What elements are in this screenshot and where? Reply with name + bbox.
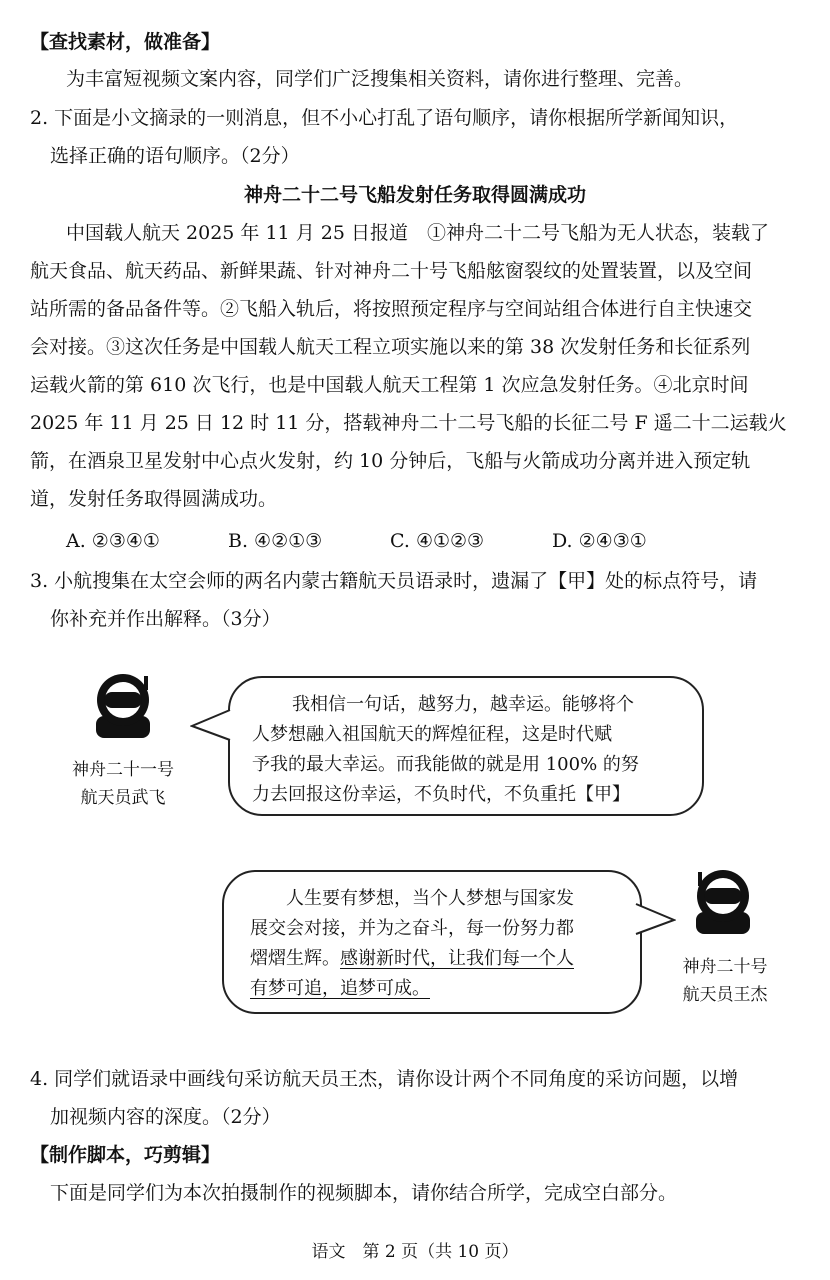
news-line: 2025 年 11 月 25 日 12 时 11 分，搭载神舟二十二号飞船的长征二号 F 遥二十二运载火 [30, 412, 787, 434]
option-a: A. ②③④① [66, 530, 160, 552]
news-line: 会对接。③这次任务是中国载人航天工程立项实施以来的第 38 次发射任务和长征系列 [30, 336, 751, 358]
astronaut-2-mission: 神舟二十号 [682, 957, 768, 977]
underlined-sentence: 有梦可追，追梦可成。 [250, 978, 430, 999]
section-intro: 为丰富短视频文案内容，同学们广泛搜集相关资料，请你进行整理、完善。 [66, 68, 694, 90]
quote-segment: 熠熠生辉。 [250, 948, 340, 969]
news-line: 航天食品、航天药品、新鲜果蔬、针对神舟二十号飞船舷窗裂纹的处置装置，以及空间 [30, 260, 753, 282]
quote-line: 人梦想融入祖国航天的辉煌征程，这是时代赋 [252, 724, 612, 745]
section-intro: 下面是同学们为本次拍摄制作的视频脚本，请你结合所学，完成空白部分。 [50, 1182, 678, 1204]
option-b: B. ④②①③ [228, 530, 323, 552]
option-c: C. ④①②③ [390, 530, 485, 552]
quote-line: 力去回报这份幸运，不负时代，不负重托【甲】 [252, 784, 630, 805]
astronaut-1-name: 航天员武飞 [80, 788, 166, 808]
section-title-materials: 【查找素材，做准备】 [30, 31, 221, 53]
astronaut-icon [690, 866, 756, 936]
news-line: 中国载人航天 2025 年 11 月 25 日报道 ①神舟二十二号飞船为无人状态，装载了 [66, 222, 769, 244]
news-title: 神舟二十二号飞船发射任务取得圆满成功 [243, 184, 586, 206]
question-4-line2: 加视频内容的深度。（2分） [50, 1106, 281, 1128]
news-line: 运载火箭的第 610 次飞行，也是中国载人航天工程第 1 次应急发射任务。④北京时间 [30, 374, 749, 396]
news-line: 箭，在酒泉卫星发射中心点火发射，约 10 分钟后，飞船与火箭成功分离并进入预定轨 [30, 450, 751, 472]
quote-line [250, 944, 574, 974]
astronaut-1-mission: 神舟二十一号 [72, 760, 174, 780]
news-line: 站所需的备品备件等。②飞船入轨后，将按照预定程序与空间站组合体进行自主快速交 [30, 298, 753, 320]
astronaut-icon [90, 670, 156, 740]
question-2-line1: 2. 下面是小文摘录的一则消息，但不小心打乱了语句顺序，请你根据所学新闻知识， [30, 107, 739, 129]
quote-line: 我相信一句话，越努力，越幸运。能够将个 [292, 694, 634, 715]
page-footer: 语文 第 2 页（共 10 页） [311, 1242, 519, 1262]
question-3-line1: 3. 小航搜集在太空会师的两名内蒙古籍航天员语录时，遗漏了【甲】处的标点符号，请 [30, 570, 758, 592]
news-line: 道，发射任务取得圆满成功。 [30, 488, 278, 510]
quote-line: 予我的最大幸运。而我能做的就是用 100% 的努 [252, 754, 639, 775]
question-2-line2: 选择正确的语句顺序。（2分） [50, 145, 300, 167]
underlined-sentence: 感谢新时代，让我们每一个人 [340, 948, 574, 969]
section-title-script: 【制作脚本，巧剪辑】 [30, 1144, 221, 1166]
quote-line: 人生要有梦想，当个人梦想与国家发 [286, 888, 574, 909]
quote-line: 展交会对接，并为之奋斗，每一份努力都 [250, 918, 574, 939]
question-4-line1: 4. 同学们就语录中画线句采访航天员王杰，请你设计两个不同角度的采访问题，以增 [30, 1068, 739, 1090]
option-d: D. ②④③① [552, 530, 647, 552]
astronaut-2-name: 航天员王杰 [682, 985, 768, 1005]
bubble-tail [190, 706, 234, 746]
bubble-tail [632, 900, 676, 940]
question-3-line2: 你补充并作出解释。（3分） [50, 608, 281, 630]
